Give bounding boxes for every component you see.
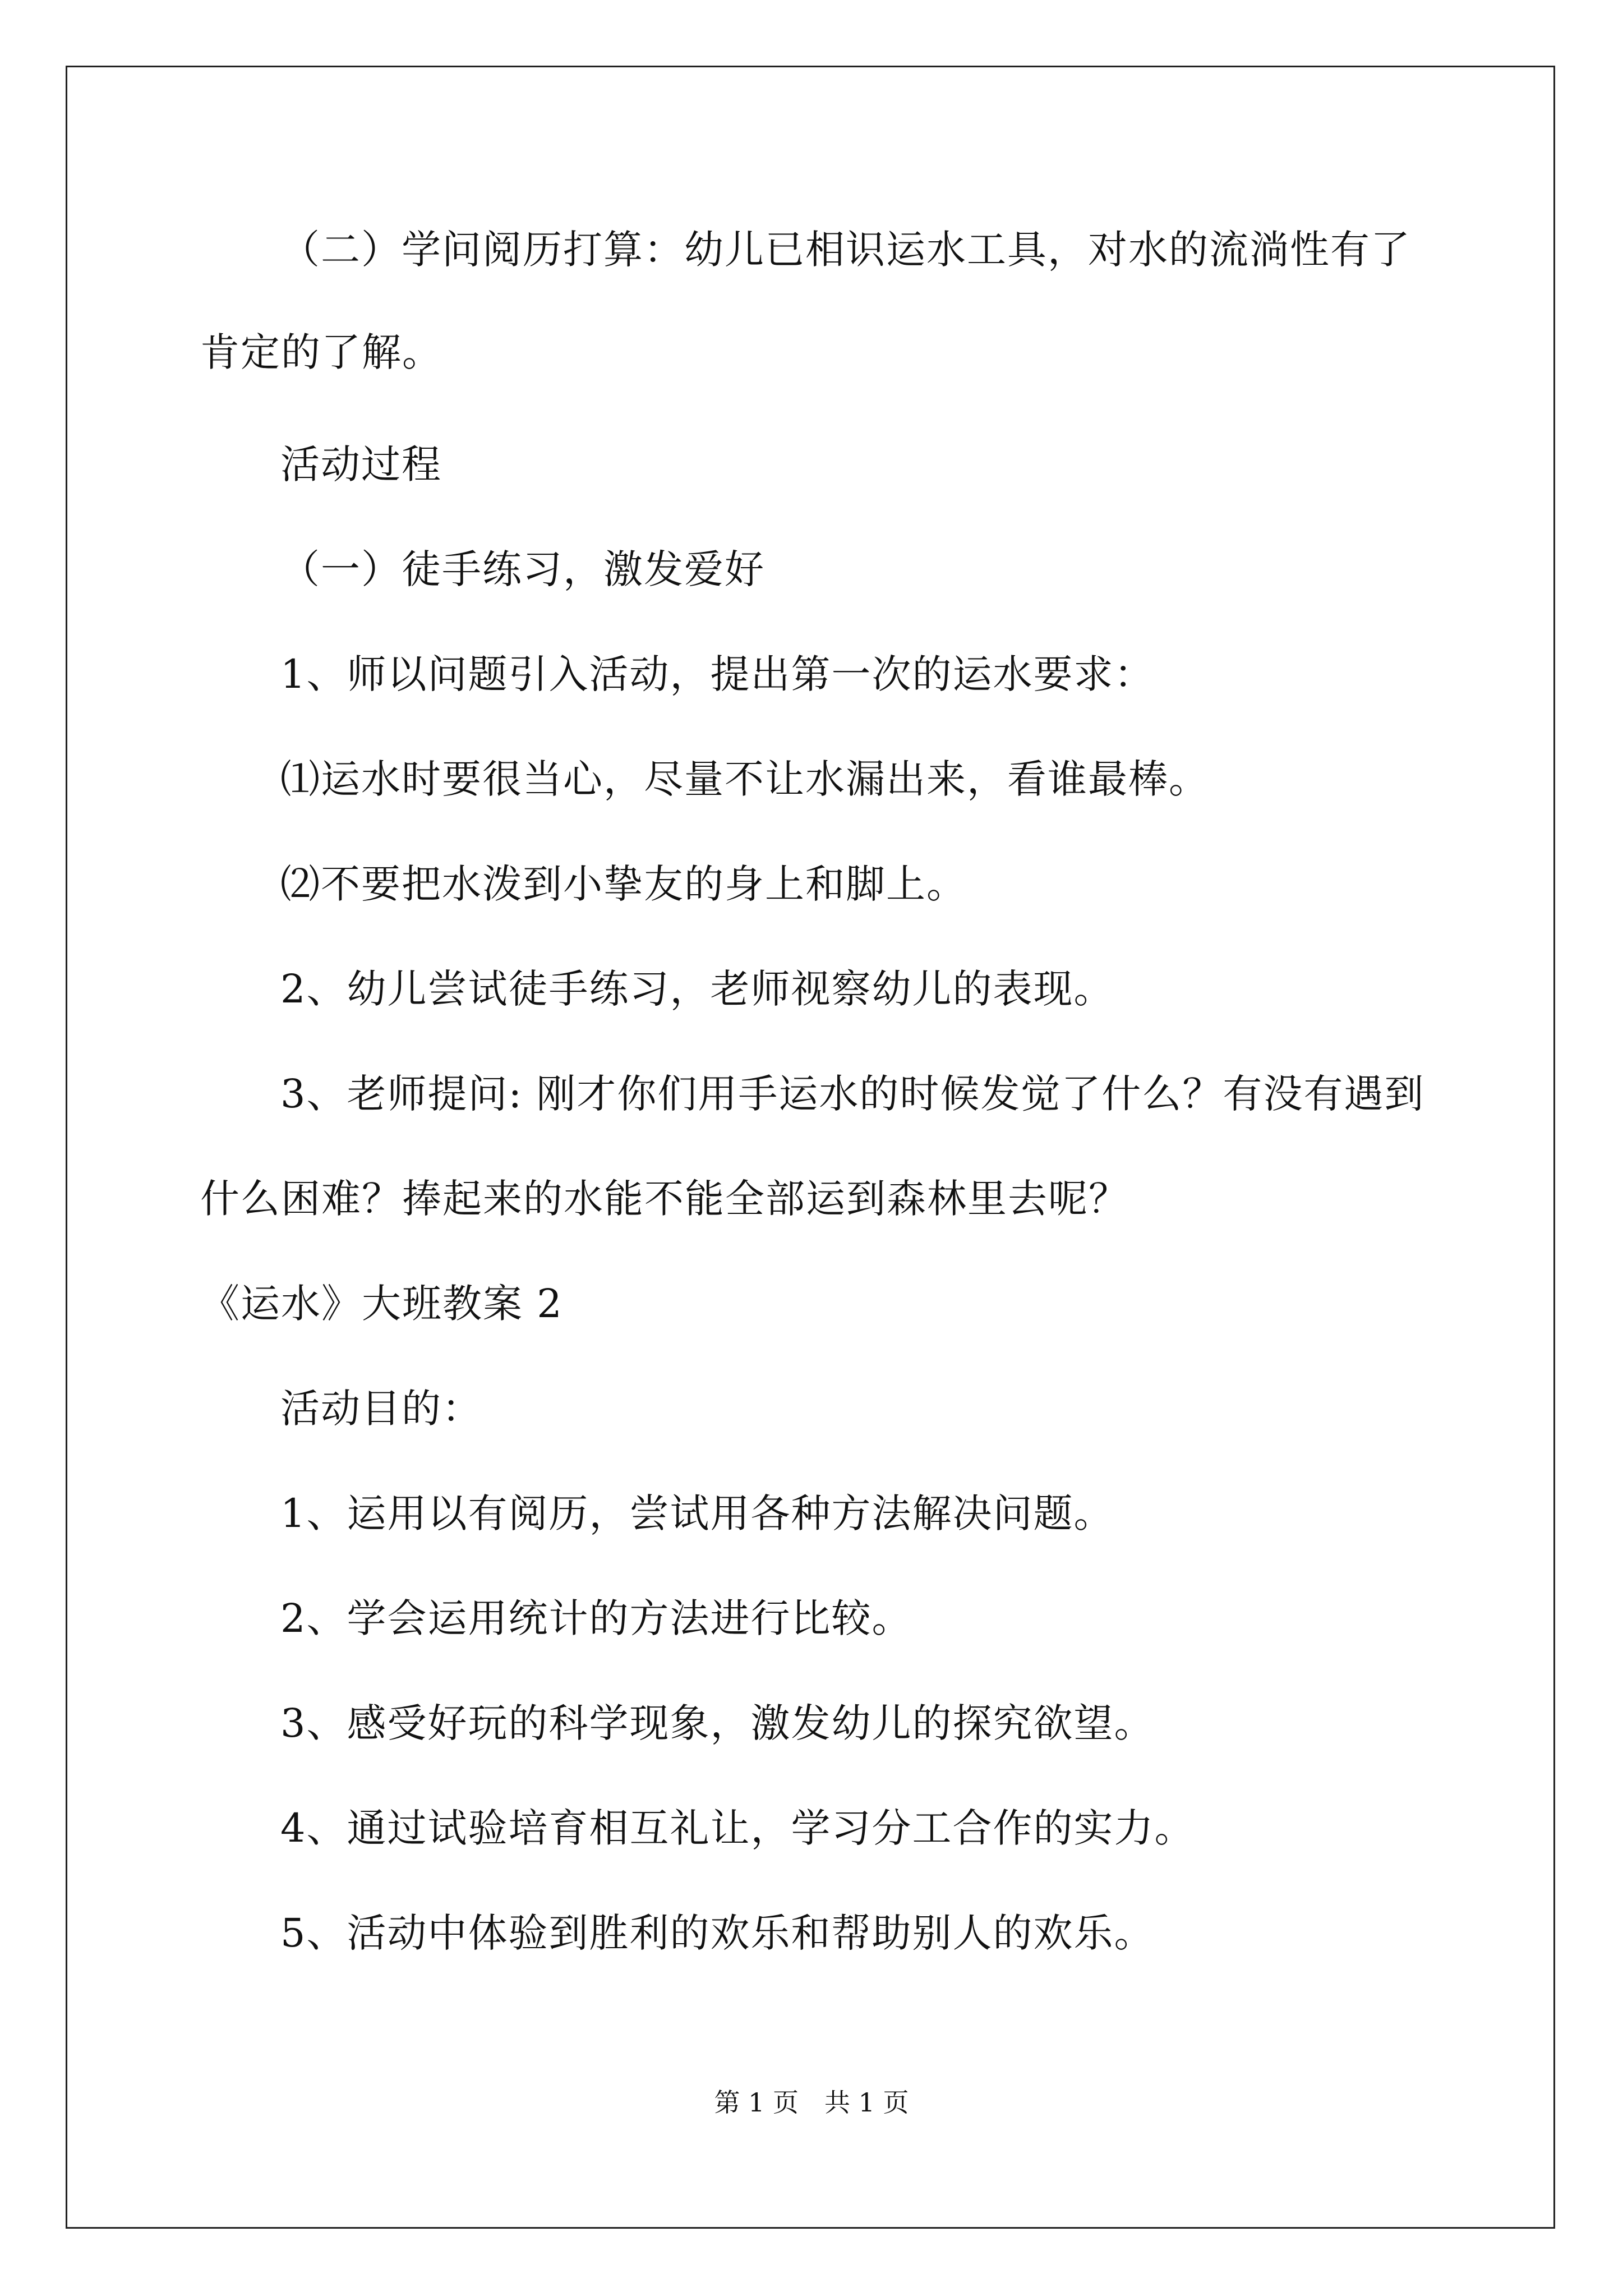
page-number: 第 1 页 [714, 2087, 799, 2118]
page-total: 共 1 页 [824, 2087, 909, 2118]
list-item: 1、运用以有阅历，尝试用各种方法解决问题。 [280, 1490, 1114, 1536]
document-heading: 《运水》大班教案 2 [200, 1281, 563, 1327]
paragraph-line: ⑵不要把水泼到小挚友的身上和脚上。 [280, 861, 967, 907]
page-border [66, 66, 1555, 2229]
paragraph-line: 什么困难？捧起来的水能不能全部运到森林里去呢？ [200, 1176, 1129, 1222]
paragraph-line: （二）学问阅历打算：幼儿已相识运水工具，对水的流淌性有了 [280, 227, 1411, 273]
list-item: 5、活动中体验到胜利的欢乐和帮助别人的欢乐。 [280, 1910, 1155, 1956]
section-title: 活动目的： [280, 1386, 482, 1432]
paragraph-line: 3、老师提问: 刚才你们用手运水的时候发觉了什么？有没有遇到 [280, 1071, 1425, 1117]
paragraph-line: ⑴运水时要很当心，尽量不让水漏出来，看谁最棒。 [280, 756, 1209, 802]
paragraph-line: 肯定的了解。 [200, 329, 442, 375]
paragraph-line: （一）徒手练习，激发爱好 [280, 546, 765, 592]
page-footer [0, 2086, 1623, 2119]
list-item: 3、感受好玩的科学现象，激发幼儿的探究欲望。 [280, 1700, 1155, 1746]
list-item: 4、通过试验培育相互礼让，学习分工合作的实力。 [280, 1805, 1195, 1851]
section-title: 活动过程 [280, 441, 442, 487]
list-item: 2、学会运用统计的方法进行比较。 [280, 1595, 912, 1641]
paragraph-line: 1、师以问题引入活动，提出第一次的运水要求： [280, 651, 1155, 697]
paragraph-line: 2、幼儿尝试徒手练习，老师视察幼儿的表现。 [280, 966, 1114, 1012]
